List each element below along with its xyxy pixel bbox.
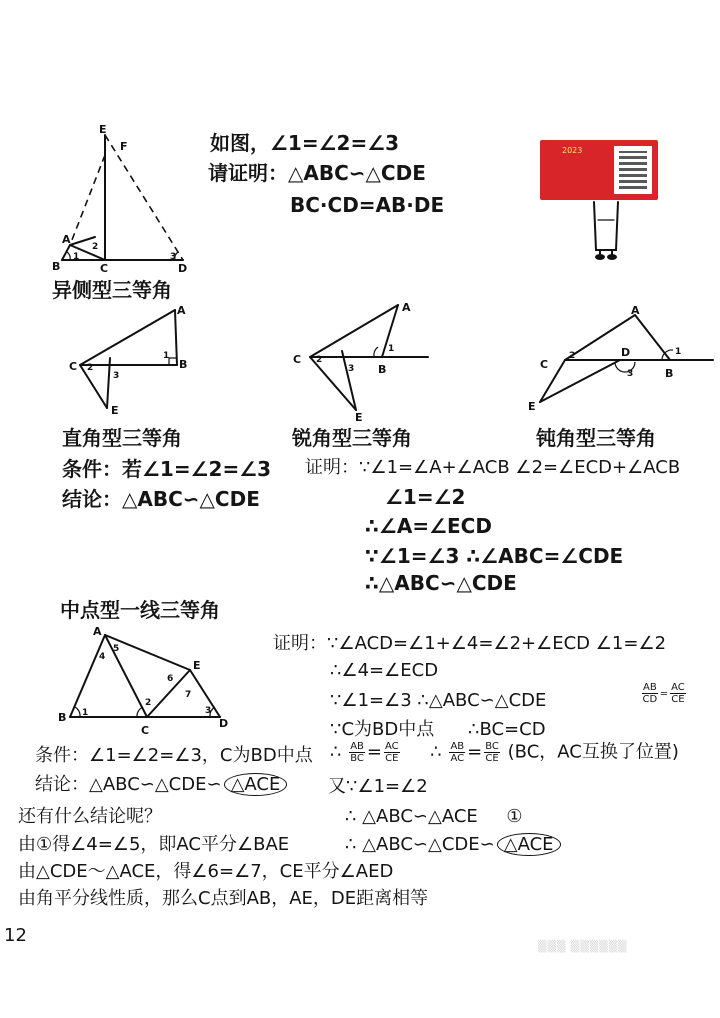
section3-from-2: 由△CDE～△ACE，得∠6=∠7，CE平分∠AED: [18, 861, 394, 882]
fig3-label-b: B: [378, 363, 387, 376]
ratio-num-1: AB: [643, 682, 657, 693]
fig1-label-a: A: [62, 233, 71, 246]
fig4-label-d: D: [621, 346, 631, 359]
given-text: 如图，∠1=∠2=∠3: [210, 131, 400, 155]
frac-so: ∴: [330, 741, 342, 763]
frac-note: (BC，AC互换了位置): [507, 741, 679, 763]
fig2-title: 直角型三等角: [62, 426, 182, 450]
fig5-title: 中点型一线三等角: [60, 598, 220, 622]
prove-line-2: BC·CD=AB·DE: [290, 193, 445, 217]
fig5-label-4: 4: [99, 652, 106, 662]
fig4-label-a: A: [631, 304, 640, 317]
fig5-label-3: 3: [205, 706, 212, 716]
fig5-label-d: D: [219, 717, 229, 730]
frac2-num: AC: [384, 741, 399, 752]
chef-figure-icon: [580, 200, 630, 262]
fig5-label-7: 7: [185, 690, 192, 700]
fig3-label-c: C: [293, 353, 302, 366]
fig3-label-e: E: [355, 411, 363, 424]
fig2-label-c: C: [69, 360, 78, 373]
section3-condition: 条件：∠1=∠2=∠3，C为BD中点: [35, 745, 313, 766]
fig4-label-2: 2: [569, 351, 576, 361]
fig4-label-3: 3: [627, 369, 634, 379]
fig5-label-1: 1: [82, 708, 89, 718]
fig5-label-e: E: [193, 659, 201, 672]
fig5-label-b: B: [58, 711, 67, 724]
section3-proof-4a: ∵C为BD中点: [330, 719, 435, 740]
frac-so2: ∴: [430, 741, 442, 763]
section3-question: 还有什么结论呢？: [18, 806, 162, 827]
fig4-label-b: B: [665, 367, 674, 380]
fig4-title: 钝角型三等角: [536, 426, 656, 450]
section3-from-1: 由①得∠4=∠5，即AC平分∠BAE: [18, 834, 290, 855]
fig3-label-1: 1: [388, 344, 395, 354]
fig4-label-1: 1: [675, 347, 682, 357]
section3-conclusion-prefix: 结论：△ABC∽△CDE∽: [35, 774, 222, 795]
figure-2-diagram: [65, 300, 195, 420]
fig2-label-b: B: [179, 358, 188, 371]
frac4-den: CE: [485, 753, 499, 764]
watermark-icon: ▒▒▒ ▒▒▒▒▒▒: [538, 940, 628, 953]
frac1-den: BC: [350, 753, 364, 764]
fig2-label-a: A: [177, 304, 186, 317]
fig3-label-3: 3: [348, 364, 355, 374]
fig1-label-b: B: [52, 260, 61, 273]
ratio-den-1: CD: [642, 694, 658, 705]
section3-from-3: 由角平分线性质，那么C点到AB，AE，DE距离相等: [18, 888, 429, 909]
fig5-label-5: 5: [113, 644, 120, 654]
section2-proof-4: ∵∠1=∠3 ∴∠ABC=∠CDE: [365, 544, 624, 568]
fig3-label-a: A: [402, 301, 411, 314]
fig2-label-1: 1: [163, 351, 170, 361]
result-2-circled: △ACE: [497, 833, 561, 856]
fig2-label-e: E: [111, 404, 119, 417]
fig4-label-c: C: [540, 358, 549, 371]
section3-result-1: [345, 808, 523, 826]
section3-frac-line: ∴ $\frac{AB}{BC}$ = $\frac{AC}{CE}$ ∴ $\frac{AB}{AC}$ = $\frac{BC}{CE}$ (BC，AC互换了位置): [330, 741, 679, 764]
fig5-label-6: 6: [167, 674, 174, 684]
frac2-den: CE: [385, 753, 399, 764]
fig1-label-d: D: [178, 262, 188, 275]
frac3-den: AC: [450, 753, 465, 764]
frac3-num: AB: [450, 741, 465, 752]
section3-also: 又∵∠1=∠2: [328, 776, 428, 797]
section2-conclusion: 结论：△ABC∽△CDE: [62, 487, 260, 511]
section3-proof-1: 证明：∵∠ACD=∠1+∠4=∠2+∠ECD ∠1=∠2: [273, 633, 667, 654]
figure-5-diagram: [55, 625, 240, 740]
section3-conclusion-circled: △ACE: [224, 773, 288, 796]
fig1-label-3: 3: [170, 252, 177, 262]
fig2-label-2: 2: [87, 363, 94, 373]
fig3-title: 锐角型三等角: [292, 426, 412, 450]
ratio-den-2: CE: [671, 694, 685, 705]
section2-condition: 条件：若∠1=∠2=∠3: [62, 457, 272, 481]
section2-proof-5: ∴△ABC∽△CDE: [365, 571, 517, 595]
qr-code-icon: [614, 146, 652, 194]
result-1-text: ∴ △ABC∽△ACE: [345, 806, 478, 827]
fig2-label-3: 3: [113, 371, 120, 381]
fig1-label-2: 2: [92, 242, 99, 252]
promo-card: [540, 140, 658, 200]
fig4-label-e: E: [528, 400, 536, 413]
section2-proof-3: ∴∠A=∠ECD: [365, 514, 492, 538]
section2-proof-1: 证明：∵∠1=∠A+∠ACB ∠2=∠ECD+∠ACB: [305, 457, 681, 478]
fig1-label-1: 1: [73, 252, 80, 262]
card-text: 2023: [562, 146, 583, 155]
figure-3-diagram: [290, 295, 440, 425]
result-2-prefix: ∴ △ABC∽△CDE∽: [345, 834, 495, 855]
section3-ratio: $\frac{AB}{CD}$ = $\frac{AC}{CE}$: [642, 682, 685, 705]
page-number: 12: [4, 925, 27, 946]
fig1-title: 异侧型三等角: [52, 278, 172, 302]
fig1-label-c: C: [100, 262, 109, 275]
fig5-label-c: C: [141, 724, 150, 737]
figure-4-diagram: [525, 300, 715, 420]
section3-proof-2: ∴∠4=∠ECD: [330, 660, 439, 681]
frac4-num: BC: [485, 741, 499, 752]
fig5-label-2: 2: [145, 698, 152, 708]
section3-conclusion: [35, 776, 287, 794]
fig1-label-e: E: [99, 123, 107, 136]
section3-proof-4b: ∴BC=CD: [468, 719, 546, 740]
result-1-mark: ①: [506, 806, 523, 827]
ratio-num-2: AC: [671, 682, 685, 693]
fig5-label-a: A: [93, 625, 102, 638]
section3-result-2: [345, 836, 561, 854]
fig3-label-2: 2: [316, 355, 323, 365]
section2-proof-2: ∠1=∠2: [385, 485, 466, 509]
prove-line-1: 请证明：△ABC∽△CDE: [208, 161, 426, 185]
fig1-label-f: F: [120, 140, 128, 153]
figure-1-diagram: [50, 125, 200, 275]
frac1-num: AB: [350, 741, 364, 752]
section3-proof-3: ∵∠1=∠3 ∴△ABC∽△CDE: [330, 690, 547, 711]
